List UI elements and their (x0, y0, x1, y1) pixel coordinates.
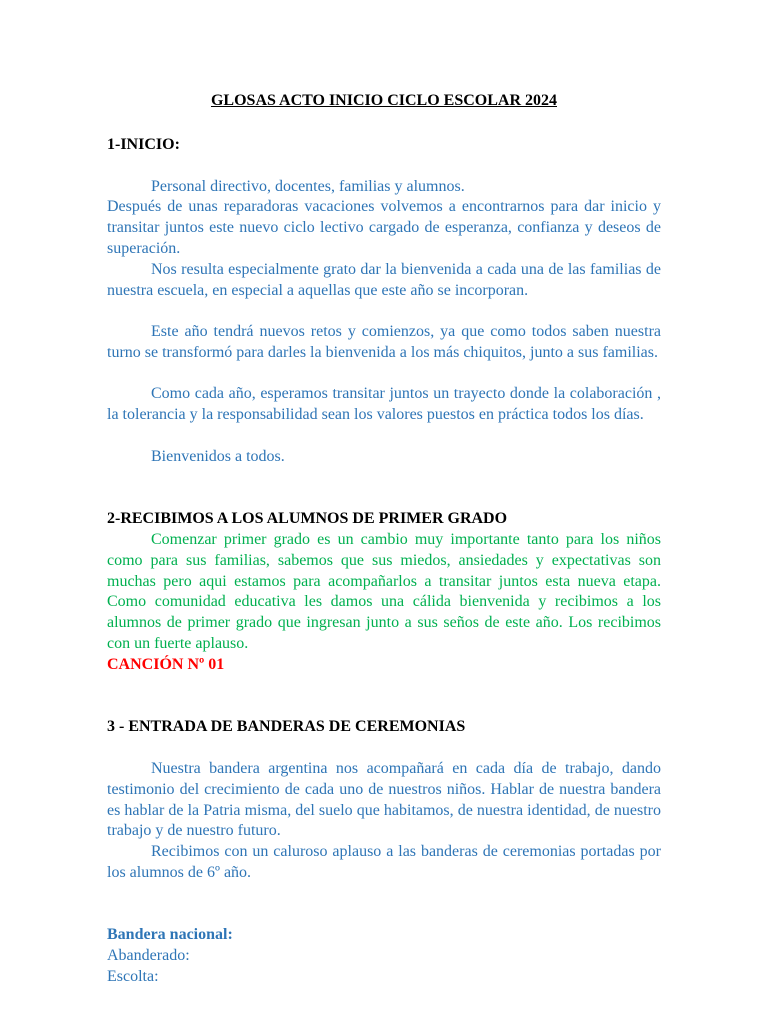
section-3-heading: 3 - ENTRADA DE BANDERAS DE CEREMONIAS (107, 718, 466, 735)
section-1-paragraph-3: Nos resulta especialmente grato dar la bienvenida a cada una de las familias de nuestra escuela, en especial a aquellas que este año se incorporan. (107, 261, 661, 299)
section-1-paragraph-2: Después de unas reparadoras vacaciones volvemos a encontrarnos para dar inicio y transitar juntos este nuevo ciclo lectivo cargado de esperanza, confianza y deseos de superación. (107, 198, 661, 257)
section-2-paragraph-1: Comenzar primer grado es un cambio muy importante tanto para los niños como para sus familias, sabemos que sus miedos, ansiedades y expectativas son muchas pero aqui estamos para acompañarlos a transitar juntos esta nueva etapa. Como comunidad educativa les damos una cálida bienvenida y recibimos a los alumnos de primer grado que ingresan junto a sus seños de este año. Los recibimos con un fuerte aplauso. (107, 531, 661, 652)
section-3-paragraph-2: Recibimos con un caluroso aplauso a las banderas de ceremonias portadas por los alumnos de 6º año. (107, 843, 661, 881)
flag-heading: Bandera nacional: (107, 926, 233, 943)
section-1-paragraph-1: Personal directivo, docentes, familias y alumnos. (151, 178, 465, 195)
section-1-paragraph-6: Bienvenidos a todos. (151, 448, 285, 465)
section-1-paragraph-4: Este año tendrá nuevos retos y comienzos, ya que como todos saben nuestra turno se transformó para darles la bienvenida a los más chiquitos, junto a sus familias. (107, 323, 661, 361)
section-3-paragraph-1: Nuestra bandera argentina nos acompañará en cada día de trabajo, dando testimonio del crecimiento de cada uno de nuestros niños. Hablar de nuestra bandera es hablar de la Patria misma, del suelo que habitamos, de nuestra identidad, de nuestro trabajo y de nuestro futuro. (107, 760, 661, 840)
section-1-paragraph-5: Como cada año, esperamos transitar juntos un trayecto donde la colaboración , la tolerancia y la responsabilidad sean los valores puestos en práctica todos los días. (107, 385, 661, 423)
section-2-heading: 2-RECIBIMOS A LOS ALUMNOS DE PRIMER GRADO (107, 510, 508, 527)
section-1-heading: 1-INICIO: (107, 136, 180, 153)
flag-bearer-label: Abanderado: (107, 947, 190, 964)
document-title: GLOSAS ACTO INICIO CICLO ESCOLAR 2024 (210, 92, 557, 109)
escort-label: Escolta: (107, 968, 159, 985)
song-label: CANCIÓN Nº 01 (107, 656, 225, 673)
